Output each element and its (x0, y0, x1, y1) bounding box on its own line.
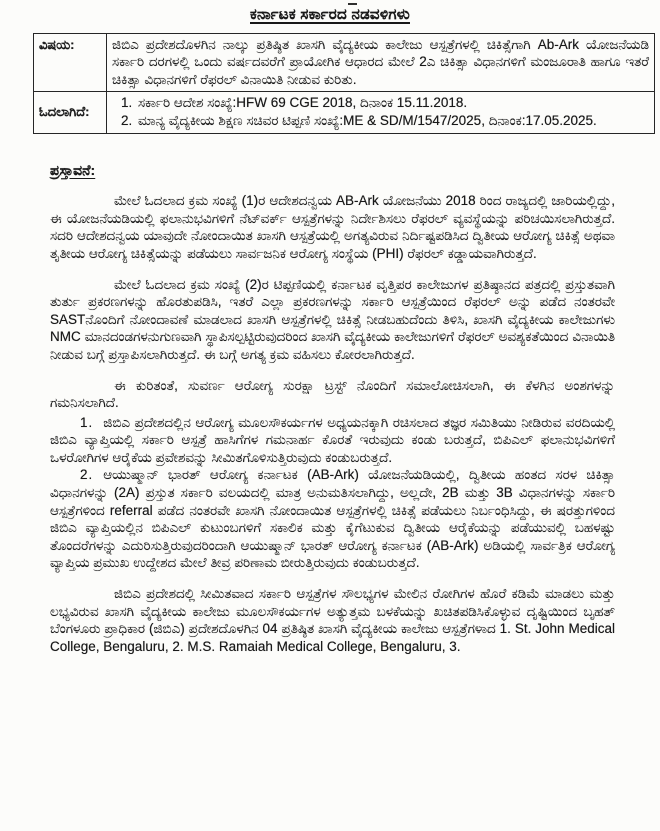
read-label: ಓದಲಾಗಿದೆ: (34, 92, 107, 133)
subject-read-table (33, 33, 655, 134)
read-reference-list (112, 94, 649, 129)
scan-artifact-dash (348, 3, 357, 5)
list-item-2-number: 2. (80, 467, 94, 483)
preamble-list-item-1 (50, 414, 615, 467)
read-row (34, 92, 655, 133)
page-title: ಕರ್ನಾಟಕ ಸರ್ಕಾರದ ನಡವಳಿಗಳು (250, 6, 410, 23)
preamble-paragraph-3: ಈ ಕುರಿತಂತೆ, ಸುವರ್ಣ ಆರೋಗ್ಯ ಸುರಕ್ಷಾ ಟ್ರಸ್ಟ್ ನೊಂದಿಗೆ ಸಮಾಲೋಚಿಸಲಾಗಿ, ಈ ಕೆಳಗಿನ ಅಂಶಗಳನ್ನು ಗಮನಿಸಲಾಗಿದೆ. (50, 377, 615, 411)
read-reference-item-2: 2. ಮಾನ್ಯ ವೈದ್ಯಕೀಯ ಶಿಕ್ಷಣ ಸಚಿವರ ಟಿಪ್ಪಣಿ ಸಂಖ್ಯೆ:ME & SD/M/1547/2025, ದಿನಾಂಕ:17.05.2025. (136, 112, 649, 130)
list-item-1-number: 1. (80, 414, 94, 430)
preamble-heading: ಪ್ರಸ್ತಾವನೆ: (50, 161, 96, 178)
subject-row (34, 33, 655, 92)
preamble-list-item-2 (50, 466, 615, 572)
read-reference-item-1: 1. ಸರ್ಕಾರಿ ಆದೇಶ ಸಂಖ್ಯೆ:HFW 69 CGE 2018, ದಿನಾಂಕ 15.11.2018. (136, 94, 649, 112)
preamble-paragraph-1: ಮೇಲೆ ಓದಲಾದ ಕ್ರಮ ಸಂಖ್ಯೆ (1)ರ ಆದೇಶದನ್ವಯ AB-Ark ಯೋಜನೆಯು 2018 ರಿಂದ ರಾಜ್ಯದಲ್ಲಿ ಜಾರಿಯಲ್ಲಿದ್ದು, ಈ ಯೋಜನೆಯಡಿಯಲ್ಲಿ ಫಲಾನುಭವಿಗಳಿಗೆ ನೆಟ್‌ವರ್ಕ್ ಆಸ್ಪತ್ರೆಗಳನ್ನು ನಿರ್ದೇಶಿಸಲು ರೆಫರಲ್ ವ್ಯವಸ್ಥೆಯನ್ನು ಪರಿಚಯಿಸಲಾಗಿರುತ್ತದೆ. ಸದರಿ ಆದೇಶದನ್ವಯ ಯಾವುದೇ ನೋಂದಾಯಿತ ಖಾಸಗಿ ಆಸ್ಪತ್ರೆಯಲ್ಲಿ ಅಗತ್ಯವಿರುವ ನಿರ್ದಿಷ್ಟಪಡಿಸಿದ ದ್ವಿತೀಯ ಆರೋಗ್ಯ ಚಿಕಿತ್ಸೆ ಅಥವಾ ತೃತೀಯ ಆರೋಗ್ಯ ಚಿಕಿತ್ಸೆಯನ್ನು ಪಡೆಯಲು ಸಾರ್ವಜನಿಕ ಆರೋಗ್ಯ ಸಂಸ್ಥೆಯ (PHI) ರೆಫರಲ್ ಕಡ್ಡಾಯವಾಗಿರುತ್ತದೆ. (50, 193, 615, 261)
subject-text: ಜಿಬಿಎ ಪ್ರದೇಶದೊಳಗಿನ ನಾಲ್ಕು ಪ್ರತಿಷ್ಠಿತ ಖಾಸಗಿ ವೈದ್ಯಕೀಯ ಕಾಲೇಜು ಆಸ್ಪತ್ರೆಗಳಲ್ಲಿ ಚಿಕಿತ್ಸೆಗಾಗಿ Ab-Ark ಯೋಜನೆಯಡಿ ಸರ್ಕಾರಿ ದರಗಳಲ್ಲಿ ಒಂದು ವರ್ಷದವರೆಗೆ ಪ್ರಾಯೋಗಿಕ ಆಧಾರದ ಮೇಲೆ 2ಎ ಚಿಕಿತ್ಸಾ ವಿಧಾನಗಳಿಗೆ ಮಂಜೂರಾತಿ ಹಾಗೂ ಇತರೆ ಚಿಕಿತ್ಸಾ ವಿಧಾನಗಳಿಗೆ ರೆಫರಲ್ ವಿನಾಯಿತಿ ನೀಡುವ ಕುರಿತು. (107, 33, 655, 92)
preamble-paragraph-2: ಮೇಲೆ ಓದಲಾದ ಕ್ರಮ ಸಂಖ್ಯೆ (2)ರ ಟಿಪ್ಪಣಿಯಲ್ಲಿ ಕರ್ನಾಟಕ ವೃತ್ತಿಪರ ಕಾಲೇಜುಗಳ ಪ್ರತಿಷ್ಠಾನದ ಪತ್ರದಲ್ಲಿ ಪ್ರಸ್ತುತವಾಗಿ ತುರ್ತು ಪ್ರಕರಣಗಳನ್ನು ಹೊರತುಪಡಿಸಿ, ಇತರೆ ಎಲ್ಲಾ ಪ್ರಕರಣಗಳನ್ನು ಸರ್ಕಾರಿ ಆಸ್ಪತ್ರೆಯಿಂದ ರೆಫರಲ್ ಅನ್ನು ಪಡೆದ ನಂತರವೇ SASTನೊಂದಿಗೆ ನೋಂದಾವಣೆ ಮಾಡಲಾದ ಖಾಸಗಿ ಆಸ್ಪತ್ರೆಗಳಲ್ಲಿ ಚಿಕಿತ್ಸೆ ನೀಡಬಹುದೆಂದು ತಿಳಿಸಿ, ಖಾಸಗಿ ವೈದ್ಯಕೀಯ ಕಾಲೇಜುಗಳು NMC ಮಾನದಂಡಗಳನುಗುಣವಾಗಿ ಸ್ಥಾಪಿಸಲ್ಪಟ್ಟಿರುವುದರಿಂದ ಖಾಸಗಿ ವೈದ್ಯಕೀಯ ಕಾಲೇಜುಗಳಿಗೆ ರೆಫರಲ್ ಅವಶ್ಯಕತೆಯಿಂದ ವಿನಾಯಿತಿ ನೀಡುವ ಬಗ್ಗೆ ಪ್ರಸ್ತಾಪಿಸಲಾಗಿರುತ್ತದೆ. ಈ ಬಗ್ಗೆ ಅಗತ್ಯ ಕ್ರಮ ವಹಿಸಲು ಕೋರಲಾಗಿರುತ್ತದೆ. (50, 276, 615, 362)
preamble-paragraph-4: ಜಿಬಿಎ ಪ್ರದೇಶದಲ್ಲಿ ಸೀಮಿತವಾದ ಸರ್ಕಾರಿ ಆಸ್ಪತ್ರೆಗಳ ಸೌಲಭ್ಯಗಳ ಮೇಲಿನ ರೋಗಿಗಳ ಹೊರೆ ಕಡಿಮೆ ಮಾಡಲು ಮತ್ತು ಲಭ್ಯವಿರುವ ಖಾಸಗಿ ವೈದ್ಯಕೀಯ ಕಾಲೇಜು ಮೂಲಸೌಕರ್ಯಗಳ ಅತ್ಯುತ್ತಮ ಬಳಕೆಯನ್ನು ಖಚಿತಪಡಿಸಿಕೊಳ್ಳುವ ದೃಷ್ಟಿಯಿಂದ ಬೃಹತ್ ಬೆಂಗಳೂರು ಪ್ರಾಧಿಕಾರ (ಜಿಬಿಎ) ಪ್ರದೇಶದೊಳಗಿನ 04 ಪ್ರತಿಷ್ಠಿತ ಖಾಸಗಿ ವೈದ್ಯಕೀಯ ಕಾಲೇಜು ಆಸ್ಪತ್ರೆಗಳಾದ 1. St. John Medical College, Bengaluru, 2. M.S. Ramaiah Medical College, Bengaluru, 3. (50, 586, 615, 654)
list-item-2-text: ಆಯುಷ್ಮಾನ್ ಭಾರತ್ ಆರೋಗ್ಯ ಕರ್ನಾಟಕ (AB-Ark) ಯೋಜನೆಯಡಿಯಲ್ಲಿ, ದ್ವಿತೀಯ ಹಂತದ ಸರಳ ಚಿಕಿತ್ಸಾ ವಿಧಾನಗಳನ್ನು (2A) ಪ್ರಸ್ತುತ ಸರ್ಕಾರಿ ವಲಯದಲ್ಲಿ ಮಾತ್ರ ಅನುಮತಿಸಲಾಗಿದ್ದು, ಅಲ್ಲದೇ, 2B ಮತ್ತು 3B ವಿಧಾನಗಳನ್ನು ಸರ್ಕಾರಿ ಆಸ್ಪತ್ರೆಗಳಿಂದ referral ಪಡೆದ ನಂತರವೇ ಖಾಸಗಿ ನೋಂದಾಯಿತ ಆಸ್ಪತ್ರೆಗಳಲ್ಲಿ ಚಿಕಿತ್ಸೆ ಪಡೆಯಲು ನಿರ್ಬಂಧಿಸಿದ್ದು, ಈ ಷರತ್ತುಗಳಿಂದ ಜಿಬಿಎ ವ್ಯಾಪ್ತಿಯಲ್ಲಿನ ಬಿಪಿಎಲ್ ಕುಟುಂಬಗಳಿಗೆ ಸಕಾಲಿಕ ಮತ್ತು ಕೈಗೆಟುಕುವ ದ್ವಿತೀಯ ಆರೈಕೆಯನ್ನು ಪಡೆಯುವಲ್ಲಿ ಬಹಳಷ್ಟು ತೊಂದರೆಗಳನ್ನು ಎದುರಿಸುತ್ತಿರುವುದರಿಂದಾಗಿ ಆಯುಷ್ಮಾನ್ ಭಾರತ್ ಆರೋಗ್ಯ ಕರ್ನಾಟಕ (AB-Ark) ಅಡಿಯಲ್ಲಿ ಸಾರ್ವತ್ರಿಕ ಆರೋಗ್ಯ ವ್ಯಾಪ್ತಿಯ ಪ್ರಮುಖ ಉದ್ದೇಶದ ಮೇಲೆ ತೀವ್ರ ಪರಿಣಾಮ ಬೀರುತ್ತಿರುವುದು ಕಂಡುಬರುತ್ತದೆ. (50, 467, 615, 571)
subject-label: ವಿಷಯ: (34, 33, 107, 92)
read-content-cell (107, 92, 655, 133)
list-item-1-text: ಜಿಬಿಎ ಪ್ರದೇಶದಲ್ಲಿನ ಆರೋಗ್ಯ ಮೂಲಸೌಕರ್ಯಗಳ ಅಧ್ಯಯನಕ್ಕಾಗಿ ರಚಿಸಲಾದ ತಜ್ಞರ ಸಮಿತಿಯು ನೀಡಿರುವ ವರದಿಯಲ್ಲಿ ಜಿಬಿಎ ವ್ಯಾಪ್ತಿಯಲ್ಲಿ ಸರ್ಕಾರಿ ಆಸ್ಪತ್ರೆ ಹಾಸಿಗೆಗಳ ಗಮನಾರ್ಹ ಕೊರತೆ ಇರುವುದು ಕಂಡು ಬರುತ್ತದೆ, ಬಿಪಿಎಲ್ ಫಲಾನುಭವಿಗಳಿಗೆ ಒಳರೋಗಿಗಳ ಆರೈಕೆಯ ಪ್ರವೇಶವನ್ನು ಸೀಮಿತಗೊಳಿಸುತ್ತಿರುವುದು ಕಂಡುಬರುತ್ತದೆ. (50, 414, 615, 465)
